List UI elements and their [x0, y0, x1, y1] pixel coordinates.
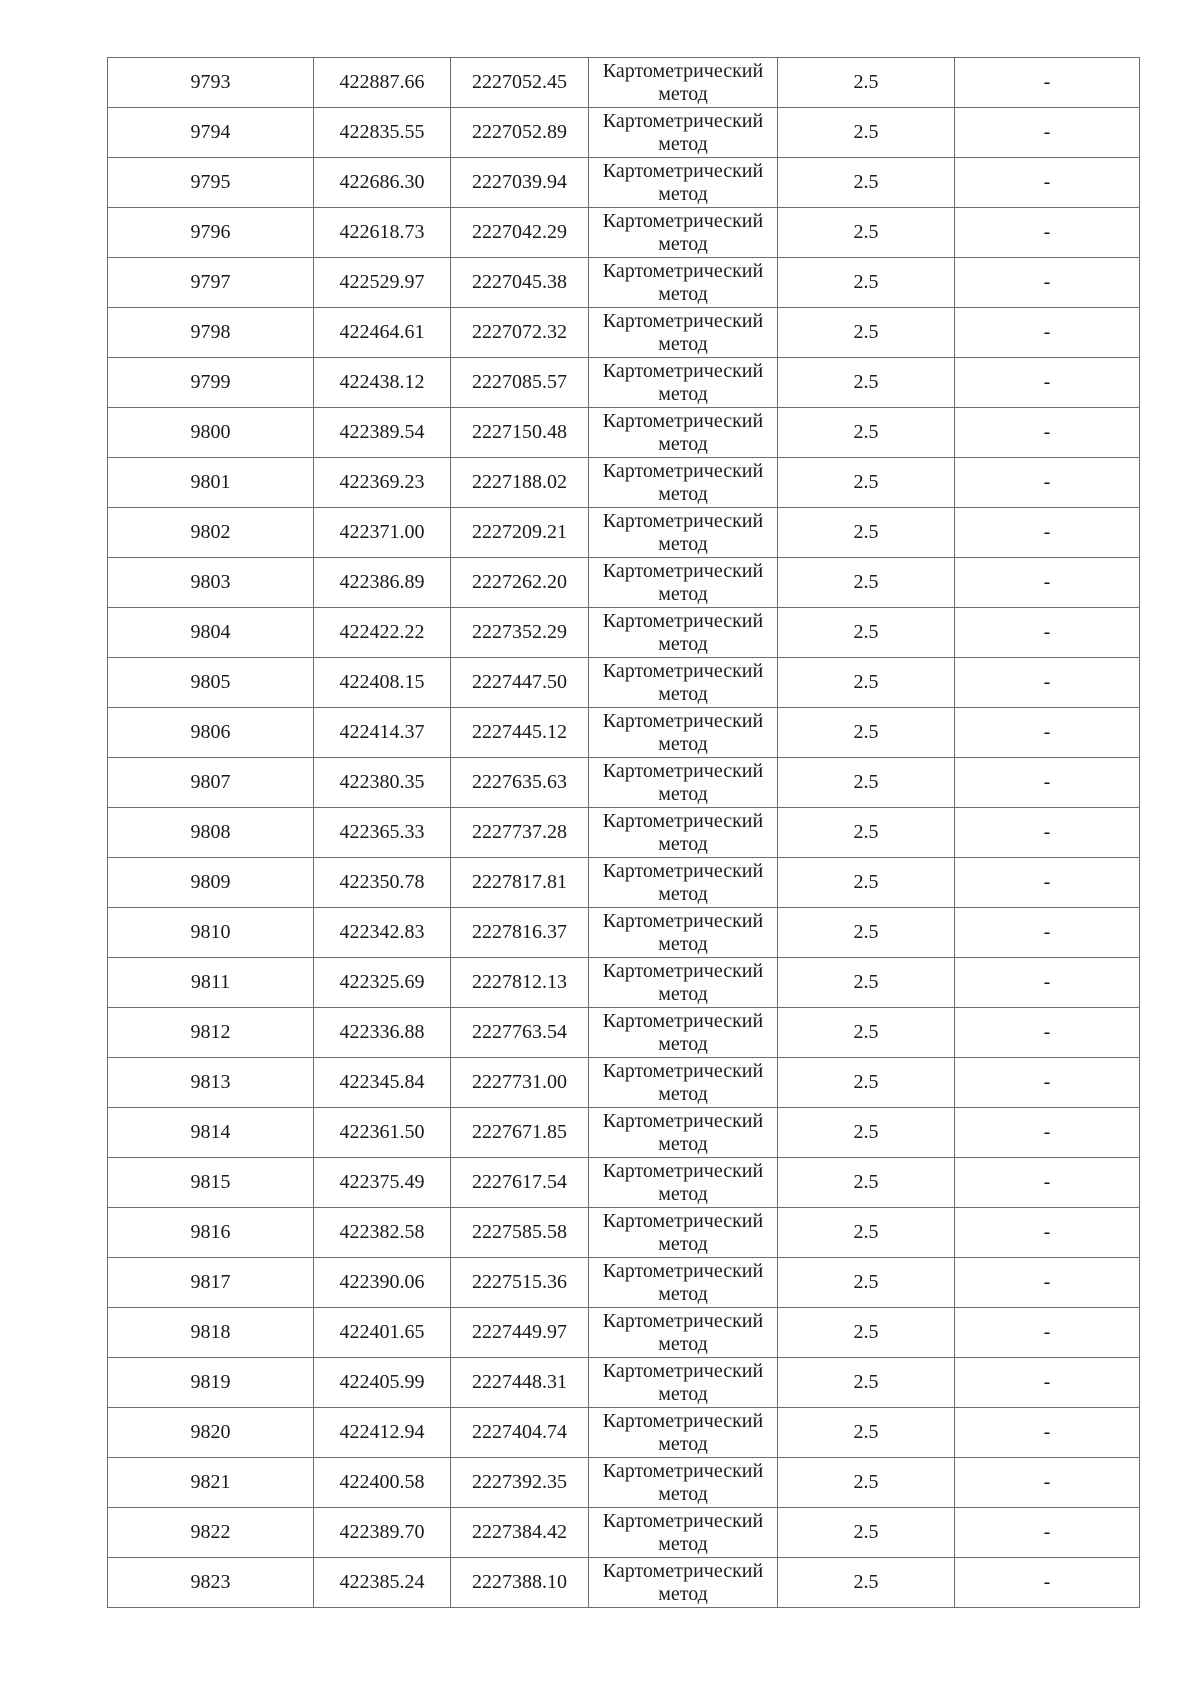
- x-coordinate-cell: 422361.50: [314, 1108, 451, 1158]
- method-cell: [589, 158, 778, 208]
- method-cell: [589, 1258, 778, 1308]
- y-coordinate-cell: 2227635.63: [451, 758, 589, 808]
- method-text-line: метод: [658, 1082, 708, 1105]
- method-cell: [589, 1458, 778, 1508]
- x-coordinate-cell: 422386.89: [314, 558, 451, 608]
- y-coordinate-cell: 2227042.29: [451, 208, 589, 258]
- accuracy-cell: 2.5: [778, 808, 955, 858]
- table-row: [108, 158, 1140, 208]
- method-text-line: Картометрический: [602, 559, 764, 582]
- method-text-line: метод: [658, 1032, 708, 1055]
- accuracy-cell: 2.5: [778, 1108, 955, 1158]
- method-text-line: метод: [658, 382, 708, 405]
- method-text-line: метод: [658, 1232, 708, 1255]
- accuracy-cell: 2.5: [778, 1308, 955, 1358]
- method-text-line: метод: [658, 282, 708, 305]
- y-coordinate-cell: 2227448.31: [451, 1358, 589, 1408]
- y-coordinate-cell: 2227045.38: [451, 258, 589, 308]
- method-cell: [589, 1508, 778, 1558]
- note-cell: -: [955, 1308, 1140, 1358]
- y-coordinate-cell: 2227737.28: [451, 808, 589, 858]
- y-coordinate-cell: 2227817.81: [451, 858, 589, 908]
- note-cell: -: [955, 908, 1140, 958]
- table-row: [108, 308, 1140, 358]
- x-coordinate-cell: 422414.37: [314, 708, 451, 758]
- accuracy-cell: 2.5: [778, 358, 955, 408]
- accuracy-cell: 2.5: [778, 1408, 955, 1458]
- table-row: [108, 958, 1140, 1008]
- accuracy-cell: 2.5: [778, 1358, 955, 1408]
- method-text-line: метод: [658, 782, 708, 805]
- method-text-line: Картометрический: [602, 909, 764, 932]
- x-coordinate-cell: 422390.06: [314, 1258, 451, 1308]
- method-text-line: Картометрический: [602, 1359, 764, 1382]
- method-text-line: Картометрический: [602, 1159, 764, 1182]
- x-coordinate-cell: 422400.58: [314, 1458, 451, 1508]
- note-cell: -: [955, 1508, 1140, 1558]
- method-cell: [589, 858, 778, 908]
- point-number-cell: 9808: [108, 808, 314, 858]
- table-row: [108, 208, 1140, 258]
- point-number-cell: 9813: [108, 1058, 314, 1108]
- accuracy-cell: 2.5: [778, 958, 955, 1008]
- method-text-line: Картометрический: [602, 359, 764, 382]
- y-coordinate-cell: 2227404.74: [451, 1408, 589, 1458]
- table-row: [108, 758, 1140, 808]
- method-cell: [589, 708, 778, 758]
- table-row: [108, 408, 1140, 458]
- method-cell: [589, 408, 778, 458]
- method-cell: [589, 58, 778, 108]
- y-coordinate-cell: 2227352.29: [451, 608, 589, 658]
- x-coordinate-cell: 422389.70: [314, 1508, 451, 1558]
- method-cell: [589, 258, 778, 308]
- point-number-cell: 9818: [108, 1308, 314, 1358]
- accuracy-cell: 2.5: [778, 1508, 955, 1558]
- note-cell: -: [955, 808, 1140, 858]
- x-coordinate-cell: 422371.00: [314, 508, 451, 558]
- x-coordinate-cell: 422345.84: [314, 1058, 451, 1108]
- x-coordinate-cell: 422422.22: [314, 608, 451, 658]
- y-coordinate-cell: 2227445.12: [451, 708, 589, 758]
- table-row: [108, 908, 1140, 958]
- table-row: [108, 608, 1140, 658]
- table-row: [108, 1208, 1140, 1258]
- point-number-cell: 9807: [108, 758, 314, 808]
- note-cell: -: [955, 1458, 1140, 1508]
- method-text-line: метод: [658, 482, 708, 505]
- note-cell: -: [955, 508, 1140, 558]
- method-cell: [589, 1108, 778, 1158]
- method-cell: [589, 108, 778, 158]
- method-cell: [589, 1058, 778, 1108]
- method-text-line: Картометрический: [602, 309, 764, 332]
- accuracy-cell: 2.5: [778, 258, 955, 308]
- point-number-cell: 9806: [108, 708, 314, 758]
- method-text-line: метод: [658, 332, 708, 355]
- method-cell: [589, 508, 778, 558]
- method-text-line: Картометрический: [602, 209, 764, 232]
- table-row: [108, 258, 1140, 308]
- x-coordinate-cell: 422350.78: [314, 858, 451, 908]
- y-coordinate-cell: 2227209.21: [451, 508, 589, 558]
- method-text-line: метод: [658, 1382, 708, 1405]
- point-number-cell: 9793: [108, 58, 314, 108]
- table-row: [108, 858, 1140, 908]
- point-number-cell: 9795: [108, 158, 314, 208]
- note-cell: -: [955, 1358, 1140, 1408]
- x-coordinate-cell: 422401.65: [314, 1308, 451, 1358]
- point-number-cell: 9809: [108, 858, 314, 908]
- method-text-line: Картометрический: [602, 409, 764, 432]
- x-coordinate-cell: 422375.49: [314, 1158, 451, 1208]
- table-row: [108, 1558, 1140, 1608]
- point-number-cell: 9815: [108, 1158, 314, 1208]
- accuracy-cell: 2.5: [778, 1008, 955, 1058]
- method-cell: [589, 308, 778, 358]
- method-cell: [589, 1358, 778, 1408]
- y-coordinate-cell: 2227262.20: [451, 558, 589, 608]
- y-coordinate-cell: 2227671.85: [451, 1108, 589, 1158]
- method-cell: [589, 608, 778, 658]
- accuracy-cell: 2.5: [778, 158, 955, 208]
- accuracy-cell: 2.5: [778, 758, 955, 808]
- point-number-cell: 9814: [108, 1108, 314, 1158]
- accuracy-cell: 2.5: [778, 58, 955, 108]
- x-coordinate-cell: 422336.88: [314, 1008, 451, 1058]
- coordinates-table-body: [108, 58, 1140, 1608]
- note-cell: -: [955, 658, 1140, 708]
- x-coordinate-cell: 422365.33: [314, 808, 451, 858]
- point-number-cell: 9803: [108, 558, 314, 608]
- y-coordinate-cell: 2227388.10: [451, 1558, 589, 1608]
- method-cell: [589, 1158, 778, 1208]
- method-text-line: Картометрический: [602, 1309, 764, 1332]
- method-text-line: Картометрический: [602, 509, 764, 532]
- method-cell: [589, 908, 778, 958]
- note-cell: -: [955, 758, 1140, 808]
- table-row: [108, 358, 1140, 408]
- accuracy-cell: 2.5: [778, 1158, 955, 1208]
- method-text-line: Картометрический: [602, 659, 764, 682]
- accuracy-cell: 2.5: [778, 708, 955, 758]
- note-cell: -: [955, 858, 1140, 908]
- table-row: [108, 1508, 1140, 1558]
- method-text-line: метод: [658, 532, 708, 555]
- note-cell: -: [955, 1258, 1140, 1308]
- note-cell: -: [955, 258, 1140, 308]
- x-coordinate-cell: 422389.54: [314, 408, 451, 458]
- x-coordinate-cell: 422405.99: [314, 1358, 451, 1408]
- note-cell: -: [955, 58, 1140, 108]
- method-text-line: метод: [658, 82, 708, 105]
- method-text-line: Картометрический: [602, 109, 764, 132]
- point-number-cell: 9798: [108, 308, 314, 358]
- y-coordinate-cell: 2227515.36: [451, 1258, 589, 1308]
- method-cell: [589, 1408, 778, 1458]
- y-coordinate-cell: 2227816.37: [451, 908, 589, 958]
- y-coordinate-cell: 2227188.02: [451, 458, 589, 508]
- method-cell: [589, 958, 778, 1008]
- x-coordinate-cell: 422835.55: [314, 108, 451, 158]
- method-text-line: Картометрический: [602, 1059, 764, 1082]
- point-number-cell: 9810: [108, 908, 314, 958]
- accuracy-cell: 2.5: [778, 308, 955, 358]
- point-number-cell: 9819: [108, 1358, 314, 1408]
- method-text-line: метод: [658, 1282, 708, 1305]
- coordinates-table: [107, 57, 1140, 1608]
- method-text-line: Картометрический: [602, 259, 764, 282]
- y-coordinate-cell: 2227052.89: [451, 108, 589, 158]
- table-row: [108, 708, 1140, 758]
- method-text-line: метод: [658, 132, 708, 155]
- x-coordinate-cell: 422412.94: [314, 1408, 451, 1458]
- point-number-cell: 9796: [108, 208, 314, 258]
- method-text-line: метод: [658, 1582, 708, 1605]
- point-number-cell: 9817: [108, 1258, 314, 1308]
- method-text-line: метод: [658, 182, 708, 205]
- y-coordinate-cell: 2227449.97: [451, 1308, 589, 1358]
- point-number-cell: 9816: [108, 1208, 314, 1258]
- y-coordinate-cell: 2227585.58: [451, 1208, 589, 1258]
- x-coordinate-cell: 422380.35: [314, 758, 451, 808]
- method-text-line: Картометрический: [602, 459, 764, 482]
- method-text-line: Картометрический: [602, 1409, 764, 1432]
- accuracy-cell: 2.5: [778, 908, 955, 958]
- note-cell: -: [955, 108, 1140, 158]
- method-text-line: метод: [658, 932, 708, 955]
- note-cell: -: [955, 358, 1140, 408]
- accuracy-cell: 2.5: [778, 558, 955, 608]
- method-text-line: Картометрический: [602, 1509, 764, 1532]
- method-text-line: Картометрический: [602, 1559, 764, 1582]
- note-cell: -: [955, 308, 1140, 358]
- point-number-cell: 9812: [108, 1008, 314, 1058]
- accuracy-cell: 2.5: [778, 858, 955, 908]
- note-cell: -: [955, 958, 1140, 1008]
- table-row: [108, 1408, 1140, 1458]
- method-cell: [589, 758, 778, 808]
- note-cell: -: [955, 1558, 1140, 1608]
- point-number-cell: 9800: [108, 408, 314, 458]
- method-text-line: метод: [658, 432, 708, 455]
- table-row: [108, 58, 1140, 108]
- accuracy-cell: 2.5: [778, 608, 955, 658]
- y-coordinate-cell: 2227617.54: [451, 1158, 589, 1208]
- note-cell: -: [955, 558, 1140, 608]
- table-row: [108, 1458, 1140, 1508]
- method-text-line: Картометрический: [602, 1259, 764, 1282]
- point-number-cell: 9797: [108, 258, 314, 308]
- x-coordinate-cell: 422686.30: [314, 158, 451, 208]
- accuracy-cell: 2.5: [778, 108, 955, 158]
- accuracy-cell: 2.5: [778, 508, 955, 558]
- point-number-cell: 9821: [108, 1458, 314, 1508]
- method-cell: [589, 558, 778, 608]
- method-text-line: Картометрический: [602, 609, 764, 632]
- method-cell: [589, 1008, 778, 1058]
- point-number-cell: 9804: [108, 608, 314, 658]
- method-text-line: Картометрический: [602, 1459, 764, 1482]
- method-text-line: Картометрический: [602, 759, 764, 782]
- point-number-cell: 9801: [108, 458, 314, 508]
- accuracy-cell: 2.5: [778, 1258, 955, 1308]
- table-row: [108, 108, 1140, 158]
- note-cell: -: [955, 1058, 1140, 1108]
- table-row: [108, 1108, 1140, 1158]
- point-number-cell: 9802: [108, 508, 314, 558]
- point-number-cell: 9794: [108, 108, 314, 158]
- note-cell: -: [955, 208, 1140, 258]
- method-text-line: Картометрический: [602, 959, 764, 982]
- note-cell: -: [955, 1408, 1140, 1458]
- accuracy-cell: 2.5: [778, 1458, 955, 1508]
- note-cell: -: [955, 608, 1140, 658]
- method-cell: [589, 1208, 778, 1258]
- method-text-line: метод: [658, 582, 708, 605]
- y-coordinate-cell: 2227072.32: [451, 308, 589, 358]
- point-number-cell: 9820: [108, 1408, 314, 1458]
- method-text-line: Картометрический: [602, 1009, 764, 1032]
- method-text-line: Картометрический: [602, 159, 764, 182]
- note-cell: -: [955, 158, 1140, 208]
- method-text-line: метод: [658, 232, 708, 255]
- method-text-line: метод: [658, 1532, 708, 1555]
- method-text-line: Картометрический: [602, 1109, 764, 1132]
- table-row: [108, 1358, 1140, 1408]
- table-row: [108, 1008, 1140, 1058]
- x-coordinate-cell: 422887.66: [314, 58, 451, 108]
- point-number-cell: 9822: [108, 1508, 314, 1558]
- point-number-cell: 9799: [108, 358, 314, 408]
- table-row: [108, 1058, 1140, 1108]
- table-row: [108, 658, 1140, 708]
- table-row: [108, 1308, 1140, 1358]
- accuracy-cell: 2.5: [778, 1058, 955, 1108]
- table-row: [108, 558, 1140, 608]
- y-coordinate-cell: 2227039.94: [451, 158, 589, 208]
- method-text-line: метод: [658, 832, 708, 855]
- method-text-line: Картометрический: [602, 59, 764, 82]
- x-coordinate-cell: 422529.97: [314, 258, 451, 308]
- method-cell: [589, 1558, 778, 1608]
- method-text-line: метод: [658, 682, 708, 705]
- method-text-line: метод: [658, 1332, 708, 1355]
- table-row: [108, 808, 1140, 858]
- y-coordinate-cell: 2227392.35: [451, 1458, 589, 1508]
- method-text-line: Картометрический: [602, 859, 764, 882]
- y-coordinate-cell: 2227763.54: [451, 1008, 589, 1058]
- x-coordinate-cell: 422385.24: [314, 1558, 451, 1608]
- point-number-cell: 9823: [108, 1558, 314, 1608]
- method-cell: [589, 808, 778, 858]
- x-coordinate-cell: 422342.83: [314, 908, 451, 958]
- note-cell: -: [955, 408, 1140, 458]
- method-cell: [589, 358, 778, 408]
- x-coordinate-cell: 422618.73: [314, 208, 451, 258]
- table-row: [108, 1258, 1140, 1308]
- accuracy-cell: 2.5: [778, 1208, 955, 1258]
- accuracy-cell: 2.5: [778, 658, 955, 708]
- accuracy-cell: 2.5: [778, 1558, 955, 1608]
- note-cell: -: [955, 1108, 1140, 1158]
- accuracy-cell: 2.5: [778, 458, 955, 508]
- method-text-line: Картометрический: [602, 809, 764, 832]
- method-cell: [589, 1308, 778, 1358]
- method-text-line: метод: [658, 1482, 708, 1505]
- point-number-cell: 9811: [108, 958, 314, 1008]
- point-number-cell: 9805: [108, 658, 314, 708]
- method-text-line: Картометрический: [602, 1209, 764, 1232]
- method-cell: [589, 658, 778, 708]
- note-cell: -: [955, 1208, 1140, 1258]
- method-text-line: метод: [658, 632, 708, 655]
- method-text-line: метод: [658, 732, 708, 755]
- method-cell: [589, 208, 778, 258]
- y-coordinate-cell: 2227812.13: [451, 958, 589, 1008]
- note-cell: -: [955, 708, 1140, 758]
- y-coordinate-cell: 2227447.50: [451, 658, 589, 708]
- y-coordinate-cell: 2227150.48: [451, 408, 589, 458]
- y-coordinate-cell: 2227085.57: [451, 358, 589, 408]
- method-text-line: метод: [658, 1132, 708, 1155]
- note-cell: -: [955, 1008, 1140, 1058]
- method-text-line: Картометрический: [602, 709, 764, 732]
- x-coordinate-cell: 422382.58: [314, 1208, 451, 1258]
- note-cell: -: [955, 458, 1140, 508]
- method-cell: [589, 458, 778, 508]
- accuracy-cell: 2.5: [778, 408, 955, 458]
- note-cell: -: [955, 1158, 1140, 1208]
- method-text-line: метод: [658, 1432, 708, 1455]
- x-coordinate-cell: 422408.15: [314, 658, 451, 708]
- x-coordinate-cell: 422325.69: [314, 958, 451, 1008]
- table-row: [108, 458, 1140, 508]
- x-coordinate-cell: 422369.23: [314, 458, 451, 508]
- method-text-line: метод: [658, 982, 708, 1005]
- y-coordinate-cell: 2227052.45: [451, 58, 589, 108]
- x-coordinate-cell: 422438.12: [314, 358, 451, 408]
- x-coordinate-cell: 422464.61: [314, 308, 451, 358]
- table-row: [108, 1158, 1140, 1208]
- method-text-line: метод: [658, 1182, 708, 1205]
- accuracy-cell: 2.5: [778, 208, 955, 258]
- table-row: [108, 508, 1140, 558]
- y-coordinate-cell: 2227384.42: [451, 1508, 589, 1558]
- method-text-line: метод: [658, 882, 708, 905]
- y-coordinate-cell: 2227731.00: [451, 1058, 589, 1108]
